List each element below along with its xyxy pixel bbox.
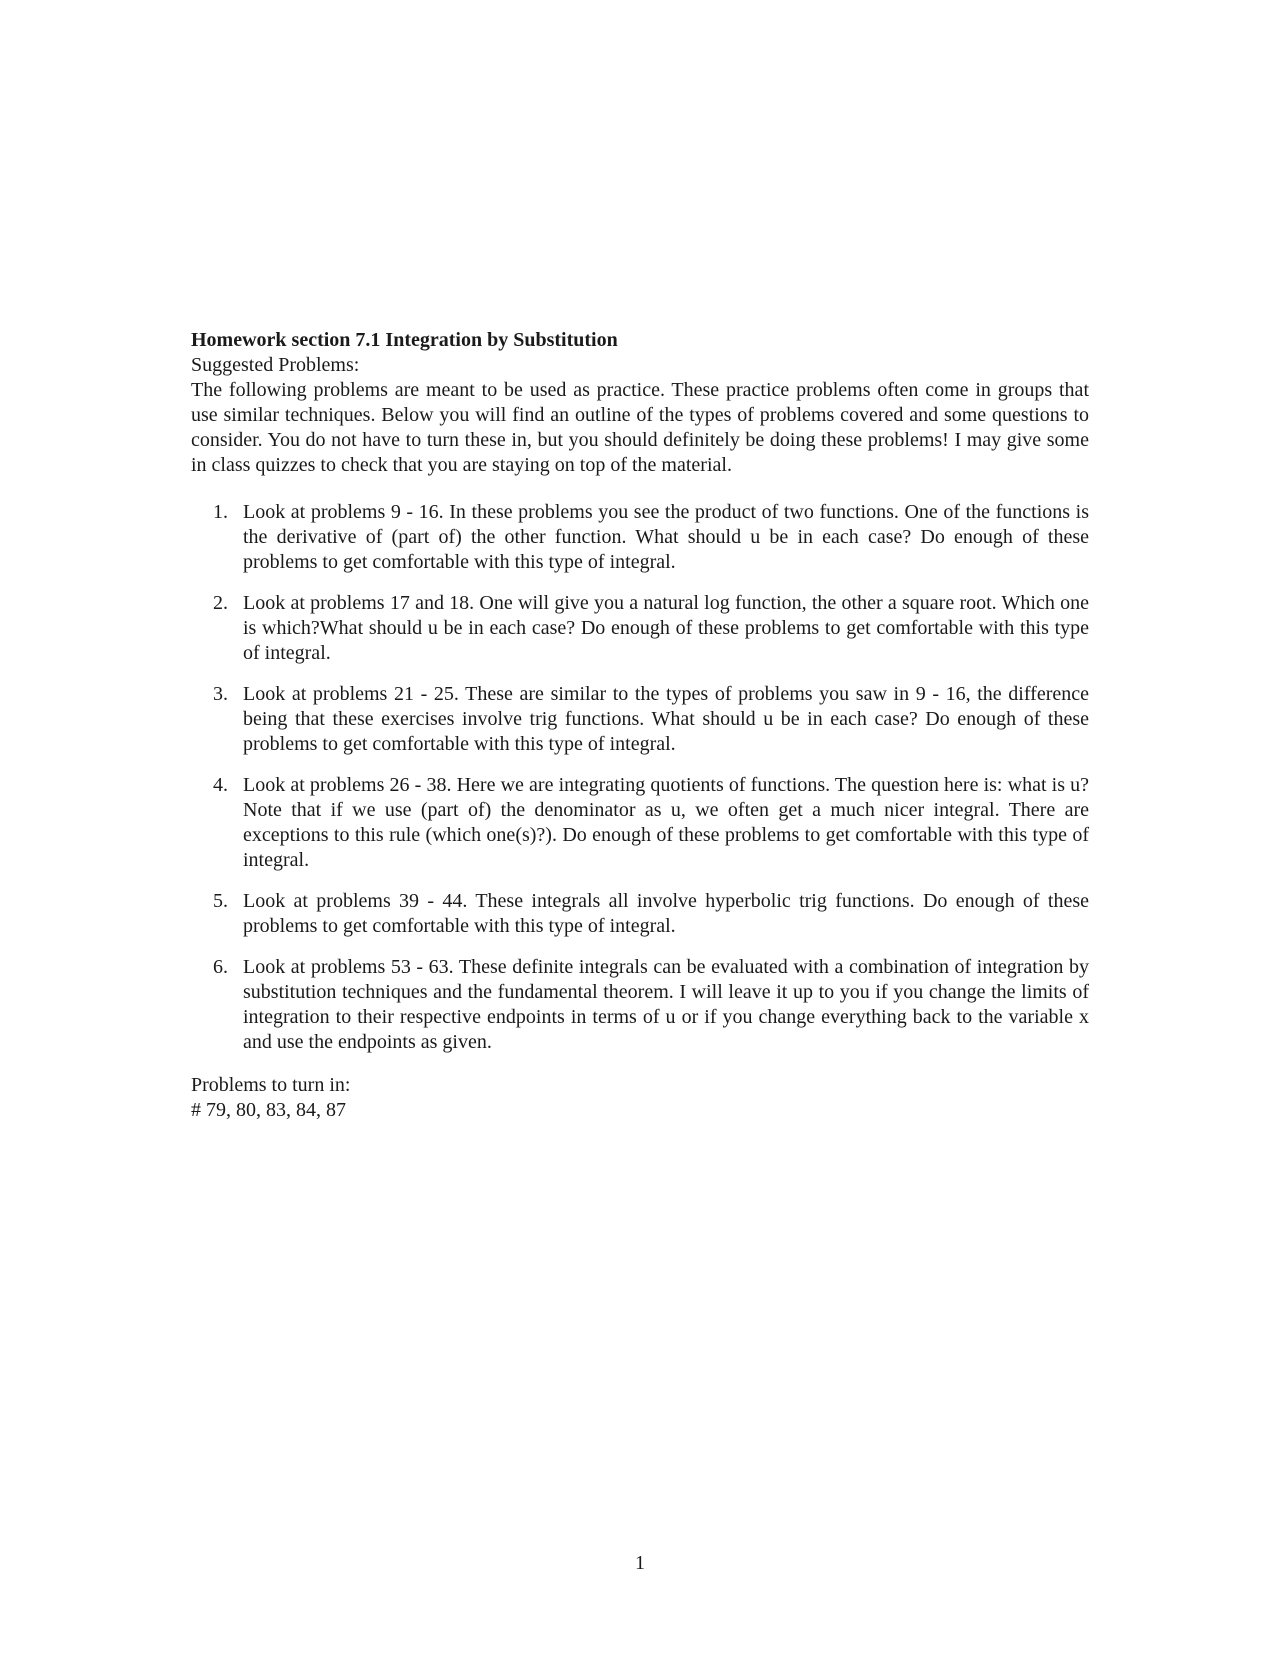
list-item-number: 5.: [213, 890, 228, 912]
document-body: [191, 328, 1089, 1123]
list-item-number: 4.: [213, 774, 228, 796]
list-item: [191, 773, 1089, 873]
list-item-text: Look at problems 53 - 63. These definite integrals can be evaluated with a combination of integration by substitution techniques and the fundamental theorem. I will leave it up to you if you change the limits of integration to their respective endpoints in terms of u or if you change everything back to the variable x and use the endpoints as given.: [243, 956, 1089, 1053]
list-item-number: 2.: [213, 592, 228, 614]
page-number: 1: [635, 1552, 645, 1574]
problem-list: [191, 500, 1089, 1055]
list-item-number: 1.: [213, 501, 228, 523]
list-item-text: Look at problems 26 - 38. Here we are integrating quotients of functions. The question here is: what is u? Note that if we use (part of) the denominator as u, we often get a much nicer integral. There are exceptions to this rule (which one(s)?). Do enough of these problems to get comfortable with this type of integral.: [243, 774, 1089, 871]
intro-paragraph: The following problems are meant to be used as practice. These practice problems often come in groups that use similar techniques. Below you will find an outline of the types of problems covered and some questions to consider. You do not have to turn these in, but you should definitely be doing these problems! I may give some in class quizzes to check that you are staying on top of the material.: [191, 379, 1089, 476]
list-item: [191, 591, 1089, 666]
page-title: Homework section 7.1 Integration by Substitution: [191, 329, 618, 351]
list-item-text: Look at problems 39 - 44. These integrals all involve hyperbolic trig functions. Do enough of these problems to get comfortable with this type of integral.: [243, 890, 1089, 937]
list-item: [191, 682, 1089, 757]
turn-in-list: # 79, 80, 83, 84, 87: [191, 1099, 346, 1121]
section-subtitle: Suggested Problems:: [191, 354, 360, 376]
list-item: [191, 500, 1089, 575]
list-item-number: 3.: [213, 683, 228, 705]
list-item-text: Look at problems 9 - 16. In these problems you see the product of two functions. One of the functions is the derivative of (part of) the other function. What should u be in each case? Do enough of these problems to get comfortable with this type of integral.: [243, 501, 1089, 573]
list-item: [191, 955, 1089, 1055]
list-item-number: 6.: [213, 956, 228, 978]
list-item-text: Look at problems 21 - 25. These are similar to the types of problems you saw in 9 - 16, the difference being that these exercises involve trig functions. What should u be in each case? Do enough of these problems to get comfortable with this type of integral.: [243, 683, 1089, 755]
turn-in-label: Problems to turn in:: [191, 1074, 351, 1096]
list-item-text: Look at problems 17 and 18. One will give you a natural log function, the other a square root. Which one is which?What should u be in each case? Do enough of these problems to get comfortable with this type of integral.: [243, 592, 1089, 664]
list-item: [191, 889, 1089, 939]
